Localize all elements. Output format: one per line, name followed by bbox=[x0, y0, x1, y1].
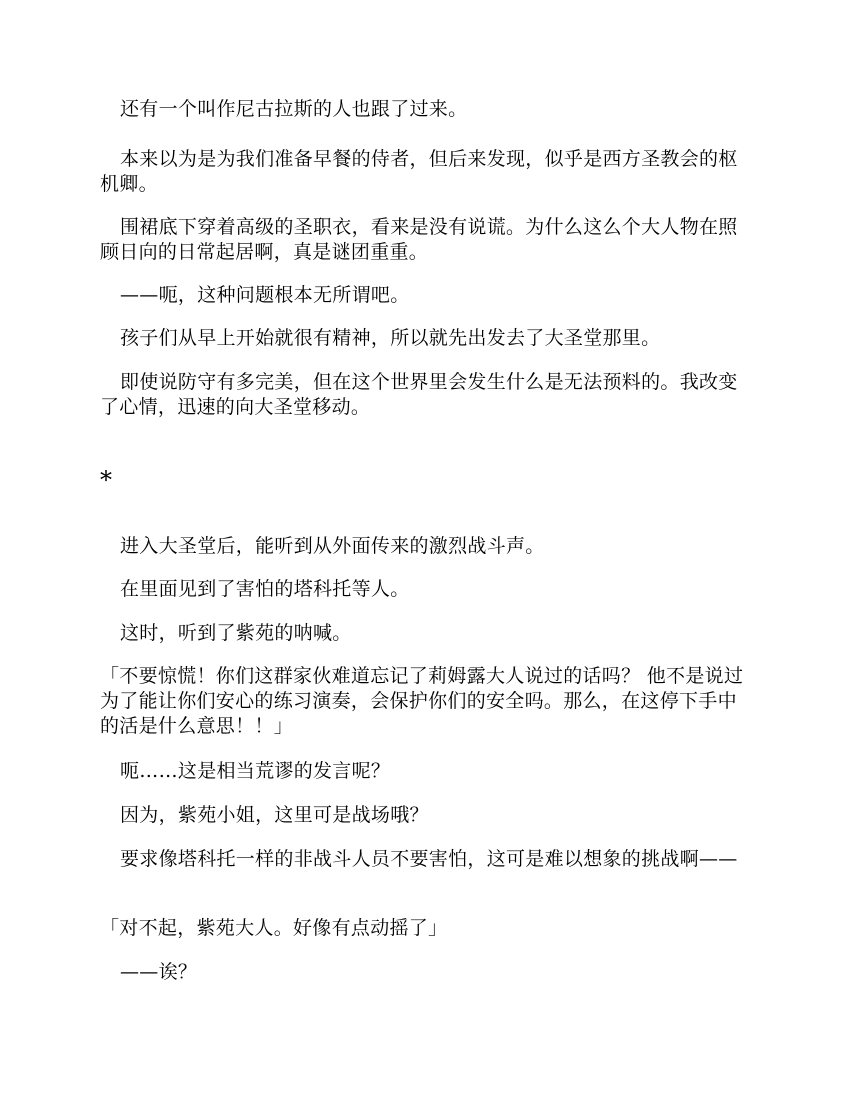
paragraph-absurd: 呃……这是相当荒谬的发言呢？ bbox=[120, 760, 391, 782]
dialogue-shion: 「不要惊慌！你们这群家伙难道忘记了莉姆露大人说过的话吗？ 他不是说过为了能让你们安心的练习演奏，会保护你们的安全吗。那么，在这停下手中的活是什么意思！！」 bbox=[100, 665, 744, 737]
dialogue-apology: 「对不起，紫苑大人。好像有点动摇了」 bbox=[100, 917, 448, 939]
paragraph-cardinal: 本来以为是为我们准备早餐的侍者，但后来发现，似乎是西方圣教会的枢机卿。 bbox=[100, 148, 738, 195]
paragraph-apron: 围裙底下穿着高级的圣职衣，看来是没有说谎。为什么这么个大人物在照顾日向的日常起居啊，真是谜团重重。 bbox=[100, 216, 738, 263]
paragraph-shion-shout: 这时，听到了紫苑的呐喊。 bbox=[120, 622, 352, 644]
paragraph-question: ——呃，这种问题根本无所谓吧。 bbox=[120, 284, 410, 306]
paragraph-nicholas: 还有一个叫作尼古拉斯的人也跟了过来。 bbox=[120, 98, 468, 120]
paragraph-eh: ——诶？ bbox=[120, 961, 198, 983]
paragraph-takoto: 在里面见到了害怕的塔科托等人。 bbox=[120, 578, 410, 600]
scene-separator: * bbox=[100, 466, 112, 494]
paragraph-challenge: 要求像塔科托一样的非战斗人员不要害怕，这可是难以想象的挑战啊—— bbox=[120, 848, 738, 870]
paragraph-defense: 即使说防守有多完美，但在这个世界里会发生什么是无法预料的。我改变了心情，迅速的向大圣堂移动。 bbox=[100, 371, 738, 418]
paragraph-enter-cathedral: 进入大圣堂后，能听到从外面传来的激烈战斗声。 bbox=[120, 535, 545, 557]
paragraph-children: 孩子们从早上开始就很有精神，所以就先出发去了大圣堂那里。 bbox=[120, 327, 661, 349]
paragraph-battlefield: 因为，紫苑小姐，这里可是战场哦？ bbox=[120, 804, 429, 826]
